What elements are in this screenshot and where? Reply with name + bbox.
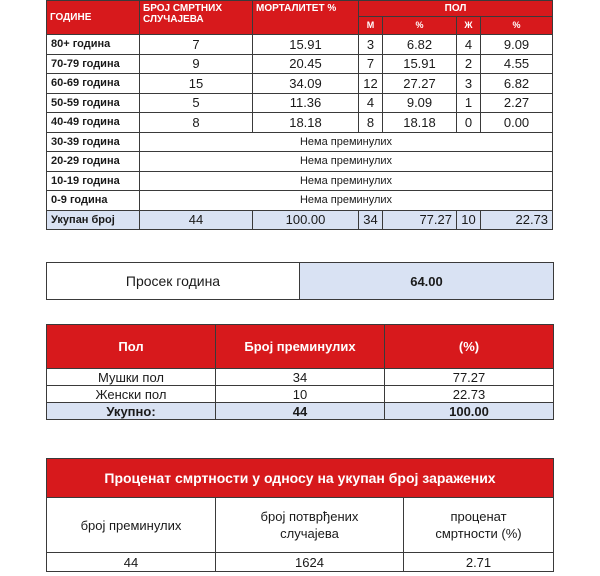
age-label: 10-19 година xyxy=(47,171,140,191)
sex-label: Мушки пол xyxy=(47,369,216,386)
sex-pct: 22.73 xyxy=(385,386,554,403)
table-row xyxy=(47,191,553,211)
sex-total-pct: 100.00 xyxy=(385,403,554,420)
female-pct-cell: 2.27 xyxy=(481,93,553,113)
header-female: Ж xyxy=(457,17,481,35)
age-label: 70-79 година xyxy=(47,54,140,74)
female-cell: 2 xyxy=(457,54,481,74)
no-deaths-note: Нема преминулих xyxy=(140,171,553,191)
table-row xyxy=(47,171,553,191)
female-pct-cell: 4.55 xyxy=(481,54,553,74)
header-age: ГОДИНЕ xyxy=(47,1,140,35)
male-cell: 8 xyxy=(359,113,383,133)
age-label: 60-69 година xyxy=(47,74,140,94)
total-mortality: 100.00 xyxy=(253,210,359,230)
no-deaths-note: Нема преминулих xyxy=(140,132,553,152)
male-cell: 12 xyxy=(359,74,383,94)
table-row xyxy=(47,93,553,113)
average-age-table xyxy=(46,262,554,300)
sex-pct: 77.27 xyxy=(385,369,554,386)
header-pct-col: (%) xyxy=(385,325,554,369)
no-deaths-note: Нема преминулих xyxy=(140,191,553,211)
cases-cell: 7 xyxy=(140,35,253,55)
mortality-rate-title: Проценат смртности у односу на укупан број заражених xyxy=(47,459,554,498)
age-label: 40-49 година xyxy=(47,113,140,133)
sex-label: Женски пол xyxy=(47,386,216,403)
age-label: 0-9 година xyxy=(47,191,140,211)
sex-total-label: Укупно: xyxy=(47,403,216,420)
mortality-rate-table xyxy=(46,458,554,572)
sex-total-count: 44 xyxy=(216,403,385,420)
table-row xyxy=(47,54,553,74)
average-age-value: 64.00 xyxy=(300,263,554,300)
average-age-label: Просек година xyxy=(47,263,300,300)
female-cell: 4 xyxy=(457,35,481,55)
female-pct-cell: 6.82 xyxy=(481,74,553,94)
sex-table xyxy=(46,324,554,420)
header-deceased-col: Број преминулих xyxy=(216,325,385,369)
male-pct-cell: 9.09 xyxy=(383,93,457,113)
cases-cell: 8 xyxy=(140,113,253,133)
age-label: 30-39 година xyxy=(47,132,140,152)
table-row xyxy=(47,132,553,152)
total-label: Укупан број xyxy=(47,210,140,230)
mortality-values-row xyxy=(47,553,554,572)
cases-cell: 15 xyxy=(140,74,253,94)
age-label: 50-59 година xyxy=(47,93,140,113)
male-pct-cell: 27.27 xyxy=(383,74,457,94)
female-cell: 3 xyxy=(457,74,481,94)
age-group-table xyxy=(46,0,553,230)
male-pct-cell: 18.18 xyxy=(383,113,457,133)
header-mortality: МОРТАЛИТЕТ % xyxy=(253,1,359,35)
age-label: 80+ година xyxy=(47,35,140,55)
female-cell: 0 xyxy=(457,113,481,133)
female-cell: 1 xyxy=(457,93,481,113)
table-row xyxy=(47,369,554,386)
male-cell: 3 xyxy=(359,35,383,55)
male-cell: 7 xyxy=(359,54,383,74)
table-row xyxy=(47,152,553,172)
table-row xyxy=(47,35,553,55)
mortality-cell: 15.91 xyxy=(253,35,359,55)
deceased-count-value: 44 xyxy=(47,553,216,572)
confirmed-cases-value: 1624 xyxy=(216,553,404,572)
mortality-title-row xyxy=(47,459,554,498)
male-pct-cell: 6.82 xyxy=(383,35,457,55)
header-deceased-count: број преминулих xyxy=(47,498,216,553)
total-female-pct: 22.73 xyxy=(481,210,553,230)
mortality-header-row xyxy=(47,498,554,553)
header-sex: ПОЛ xyxy=(359,1,553,17)
mortality-cell: 20.45 xyxy=(253,54,359,74)
male-pct-cell: 15.91 xyxy=(383,54,457,74)
no-deaths-note: Нема преминулих xyxy=(140,152,553,172)
cases-cell: 9 xyxy=(140,54,253,74)
male-cell: 4 xyxy=(359,93,383,113)
table-row xyxy=(47,113,553,133)
age-table-header-row xyxy=(47,1,553,17)
average-age-row xyxy=(47,263,554,300)
total-row xyxy=(47,210,553,230)
mortality-rate-value: 2.71 xyxy=(404,553,554,572)
header-mortality-rate: проценат смртности (%) xyxy=(404,498,554,553)
header-confirmed-cases: број потврђених случајева xyxy=(216,498,404,553)
female-pct-cell: 9.09 xyxy=(481,35,553,55)
table-row xyxy=(47,74,553,94)
total-cases: 44 xyxy=(140,210,253,230)
sex-count: 34 xyxy=(216,369,385,386)
age-label: 20-29 година xyxy=(47,152,140,172)
female-pct-cell: 0.00 xyxy=(481,113,553,133)
sex-count: 10 xyxy=(216,386,385,403)
header-male-pct: % xyxy=(383,17,457,35)
total-male-pct: 77.27 xyxy=(383,210,457,230)
header-cases: БРОЈ СМРТНИХ СЛУЧАЈЕВА xyxy=(140,1,253,35)
sex-table-header-row xyxy=(47,325,554,369)
total-female: 10 xyxy=(457,210,481,230)
table-row xyxy=(47,386,554,403)
mortality-cell: 34.09 xyxy=(253,74,359,94)
mortality-cell: 11.36 xyxy=(253,93,359,113)
mortality-cell: 18.18 xyxy=(253,113,359,133)
header-male: М xyxy=(359,17,383,35)
total-row xyxy=(47,403,554,420)
header-female-pct: % xyxy=(481,17,553,35)
total-male: 34 xyxy=(359,210,383,230)
cases-cell: 5 xyxy=(140,93,253,113)
header-sex-col: Пол xyxy=(47,325,216,369)
